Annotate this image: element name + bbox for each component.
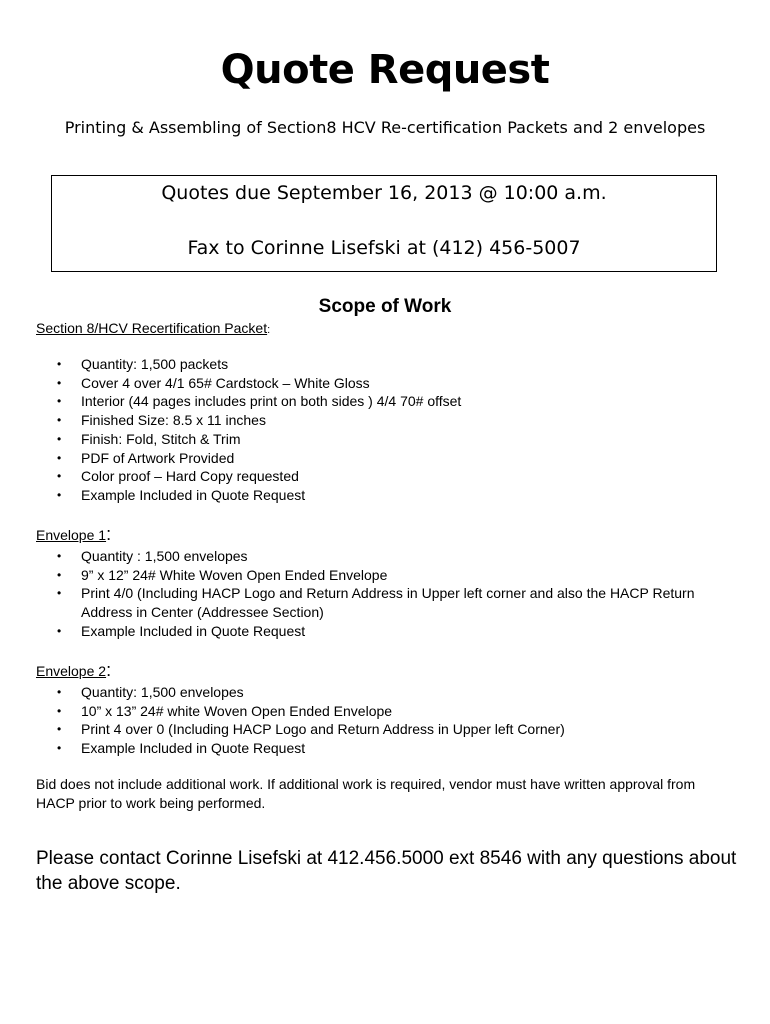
envelope-1-colon: :	[106, 524, 112, 544]
list-item-text: Example Included in Quote Request	[81, 740, 306, 757]
list-item	[0, 374, 770, 393]
list-item	[0, 702, 770, 721]
envelope-2-colon: :	[106, 660, 112, 680]
envelope-1-spec-list	[0, 547, 770, 641]
list-item	[0, 467, 770, 486]
bullet-icon: •	[57, 722, 62, 737]
list-item	[0, 683, 770, 702]
bullet-icon: •	[57, 567, 62, 582]
list-item-text: Quantity: 1,500 envelopes	[81, 684, 244, 700]
list-item-text: Print 4 over 0 (Including HACP Logo and Return Address in Upper left Corner)	[81, 721, 565, 738]
scope-of-work-heading: Scope of Work	[318, 296, 452, 317]
bullet-icon: •	[57, 375, 62, 390]
packet-spec-list	[0, 355, 770, 505]
list-item	[0, 449, 770, 468]
envelope-2-spec-list	[0, 683, 770, 758]
bullet-icon: •	[57, 394, 62, 409]
bullet-icon: •	[57, 431, 62, 446]
bullet-icon: •	[57, 586, 62, 601]
bullet-icon: •	[57, 703, 62, 718]
list-item	[0, 486, 770, 505]
list-item-text: 9” x 12” 24# White Woven Open Ended Envelope	[81, 566, 388, 583]
list-item-text: Finish: Fold, Stitch & Trim	[81, 430, 241, 447]
list-item-text: PDF of Artwork Provided	[81, 449, 235, 466]
list-item	[0, 430, 770, 449]
bullet-icon: •	[57, 741, 62, 756]
bullet-icon: •	[57, 357, 62, 371]
contact-statement: Please contact Corinne Lisefski at 412.456.5000 ext 8546 with any questions about the above scope.	[36, 848, 737, 894]
packet-section-title: Section 8/HCV Recertification Packet	[36, 320, 268, 336]
bullet-icon: •	[57, 549, 62, 563]
list-item	[0, 566, 770, 585]
list-item-text: Example Included in Quote Request	[81, 622, 306, 639]
list-item-text: Quantity: 1,500 packets	[81, 356, 229, 372]
list-item-text: 10” x 13” 24# white Woven Open Ended Envelope	[81, 702, 393, 719]
bullet-icon: •	[57, 450, 62, 465]
list-item	[0, 584, 770, 621]
list-item-text: Interior (44 pages includes print on both sides ) 4/4 70# offset	[81, 393, 462, 410]
list-item-text: Quantity : 1,500 envelopes	[81, 548, 248, 564]
envelope-1-title: Envelope 1	[36, 527, 107, 543]
list-item	[0, 547, 770, 566]
list-item-text: Print 4/0 (Including HACP Logo and Return Address in Upper left corner and also the HACP Return Address in Center (Addressee Section)	[81, 585, 695, 621]
bid-disclaimer: Bid does not include additional work. If additional work is required, vendor must have written approval from HACP prior to work being performed.	[36, 776, 696, 811]
bullet-icon: •	[57, 623, 62, 638]
list-item	[0, 392, 770, 411]
list-item	[0, 739, 770, 758]
envelope-2-section-label	[36, 661, 111, 680]
packet-section-colon: :	[267, 324, 271, 336]
packet-section-label	[36, 319, 270, 339]
bullet-icon: •	[57, 685, 62, 699]
list-item-text: Color proof – Hard Copy requested	[81, 468, 299, 485]
bullet-icon: •	[57, 487, 62, 502]
list-item	[0, 355, 770, 374]
list-item-text: Cover 4 over 4/1 65# Cardstock – White Gloss	[81, 374, 370, 391]
quote-due-box	[51, 175, 717, 272]
page-subtitle: Printing & Assembling of Section8 HCV Re-certification Packets and 2 envelopes	[64, 118, 706, 137]
page-title: Quote Request	[220, 47, 550, 93]
fax-contact: Fax to Corinne Lisefski at (412) 456-5007	[187, 237, 581, 259]
list-item	[0, 720, 770, 739]
envelope-2-title: Envelope 2	[36, 663, 107, 679]
list-item	[0, 622, 770, 641]
quote-due-date: Quotes due September 16, 2013 @ 10:00 a.m.	[161, 182, 607, 204]
list-item-text: Example Included in Quote Request	[81, 486, 306, 503]
bullet-icon: •	[57, 469, 62, 484]
envelope-1-section-label	[36, 525, 111, 544]
bullet-icon: •	[57, 413, 62, 428]
list-item	[0, 411, 770, 430]
list-item-text: Finished Size: 8.5 x 11 inches	[81, 412, 266, 429]
